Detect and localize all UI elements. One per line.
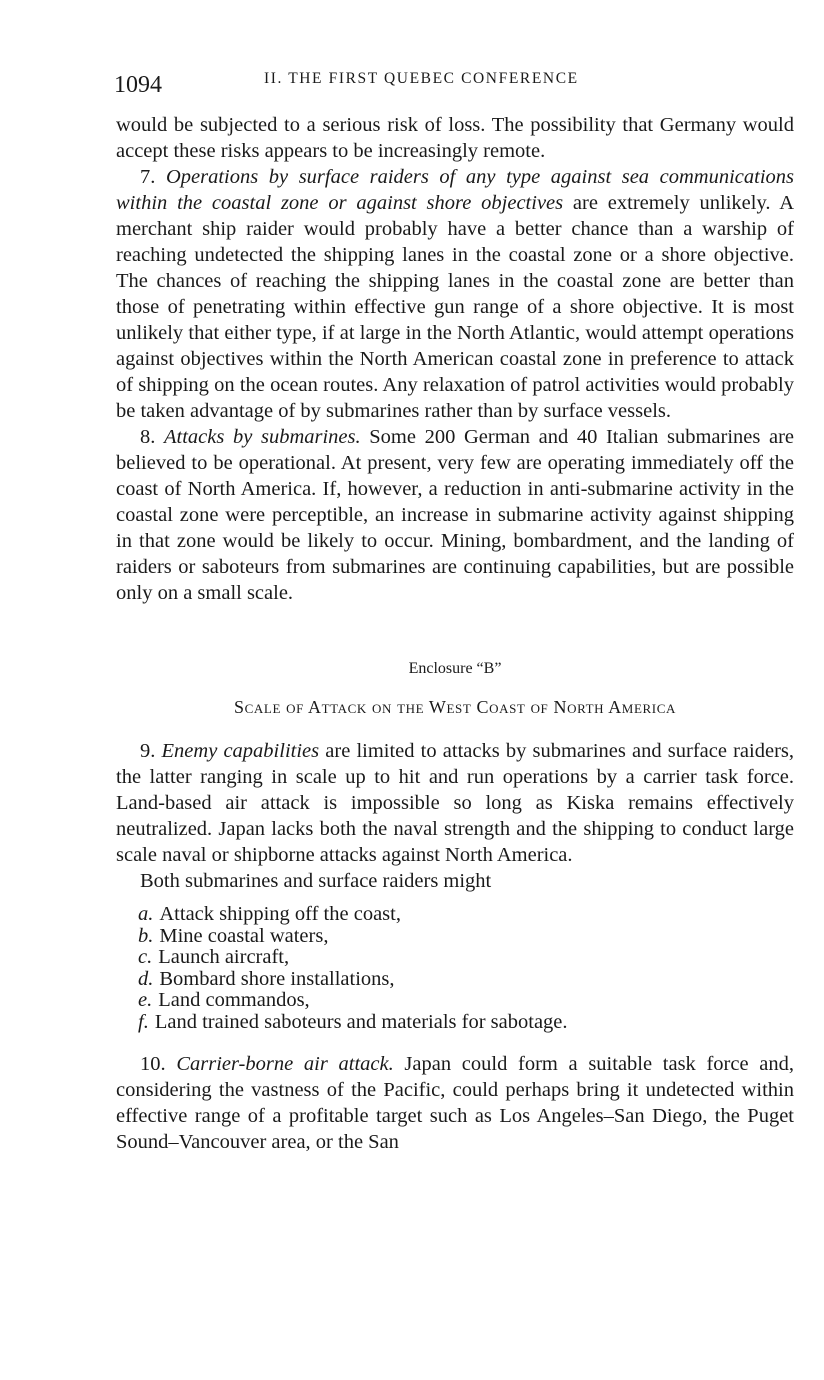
running-head: II. THE FIRST QUEBEC CONFERENCE [264, 70, 579, 87]
list-item [138, 904, 794, 926]
paragraph-7-number: 7. [140, 166, 156, 188]
list-item-label: f. [138, 1010, 149, 1033]
capabilities-list [138, 904, 794, 1033]
list-item-text: Bombard shore installations, [159, 967, 395, 990]
paragraph-8-number: 8. [140, 426, 156, 448]
list-item-text: Mine coastal waters, [159, 924, 329, 947]
paragraph-9 [116, 738, 794, 868]
page-number: 1094 [114, 72, 162, 98]
section-title: Scale of Attack on the West Coast of North America [234, 697, 676, 717]
list-item [138, 926, 794, 948]
paragraph-9-text: are limited to attacks by submarines and surface raiders, the latter ranging in scale up to hit and run operations by a carrier task force. Land-based air attack is impossible so long as Kiska remains effectively neutralized. Japan lacks both the naval strength and the shipping to conduct large scale naval or shipborne attacks against North America. [116, 740, 795, 866]
list-item-label: a. [138, 903, 154, 925]
list-item-label: b. [138, 924, 154, 947]
paragraph-10-text: Japan could form a suitable task force and, considering the vastness of the Pacific, could perhaps bring it undetected within effective range of a profitable target such as Los Angeles–San Diego, the Puget Sound–Vancouver area, or the San [116, 1053, 794, 1153]
paragraph-8 [116, 424, 794, 606]
list-item-text: Launch aircraft, [158, 946, 290, 968]
list-item [138, 1012, 794, 1034]
continuation-paragraph: would be subjected to a serious risk of loss. The possibility that Germany would accept these risks appears to be increasingly remote. [116, 114, 794, 162]
list-item-label: c. [138, 946, 153, 968]
paragraph-7 [116, 164, 794, 424]
paragraph-9-heading: Enemy capabilities [161, 740, 320, 762]
paragraph-8-text: Some 200 German and 40 Italian submarines are believed to be operational. At present, very few are operating immediately off the coast of North America. If, however, a reduction in anti-submarine activity in the coastal zone were perceptible, an increase in submarine activity against shipping in that zone would be likely to occur. Mining, bombardment, and the landing of raiders or saboteurs from submarines are continuing capabilities, but are possible only on a small scale. [116, 426, 794, 604]
list-item [138, 969, 794, 991]
enclosure-label: Enclosure “B” [408, 660, 502, 677]
paragraph-9-number: 9. [140, 740, 156, 762]
paragraph-7-text: are extremely unlikely. A merchant ship raider would probably have a better chance than a warship of reaching undetected the shipping lanes in the coastal zone or a shore objective. The chances of reaching the shipping lanes in the coastal zone are better than those of penetrating within effective gun range of a shore objective. It is most unlikely that either type, if at large in the North Atlantic, would attempt operations against objectives within the North American coastal zone in preference to attack of shipping on the ocean routes. Any relaxation of patrol activities would probably be taken advantage of by submarines rather than by surface vessels. [116, 192, 795, 422]
page-header [114, 66, 796, 100]
paragraph-10-heading: Carrier-borne air attack. [176, 1053, 394, 1075]
list-item [138, 947, 794, 969]
paragraph-9-lead: Both submarines and surface raiders might [140, 870, 492, 892]
list-item-label: d. [138, 967, 154, 990]
paragraph-10-number: 10. [140, 1053, 166, 1075]
list-item-label: e. [138, 989, 153, 1011]
paragraph-10 [116, 1051, 794, 1155]
list-item-text: Land commandos, [158, 989, 310, 1011]
list-item-text: Land trained saboteurs and materials for sabotage. [154, 1010, 568, 1033]
list-item [138, 990, 794, 1012]
paragraph-7-heading: Operations by surface raiders of any type against sea communications within the coastal zone or against shore objectives [116, 166, 795, 214]
paragraph-8-heading: Attacks by submarines. [164, 426, 361, 448]
document-body [116, 112, 794, 1155]
list-item-text: Attack shipping off the coast, [159, 903, 401, 925]
